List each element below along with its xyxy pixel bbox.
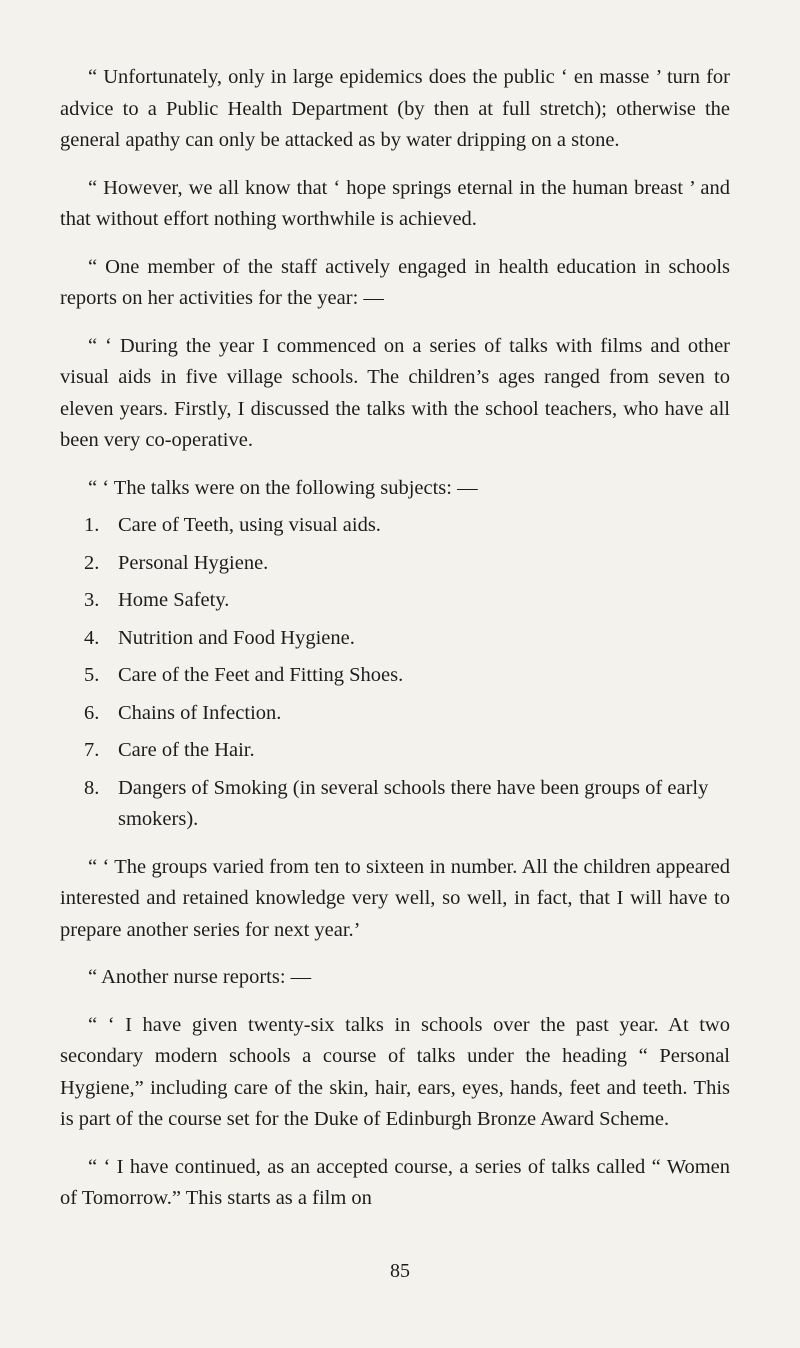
list-item: 8. Dangers of Smoking (in several schools there have been groups of early smokers). [84, 776, 709, 830]
paragraph-another-nurse: “ Another nurse reports: — [88, 966, 312, 988]
list-item: 6. Chains of Infection. [84, 701, 282, 724]
subjects-list [60, 510, 730, 836]
list-item: 3. Home Safety. [84, 589, 230, 611]
paragraph-staff-member: “ One member of the staff actively engaged in health education in schools reports on her activities for the year: — [60, 255, 730, 309]
list-item: 5. Care of the Feet and Fitting Shoes. [84, 664, 404, 686]
page-number: 85 [390, 1260, 410, 1282]
list-item: 7. Care of the Hair. [84, 739, 255, 761]
paragraph-during-year: “ ‘ During the year I commenced on a series of talks with films and other visual aids in five village schools. The children’s ages ranged from seven to eleven years. Firstly, I discussed the talks with the school teachers, who have all been very co-operative. [60, 334, 730, 451]
list-item: 4. Nutrition and Food Hygiene. [84, 626, 355, 649]
paragraph-twenty-six-talks: “ ‘ I have given twenty-six talks in schools over the past year. At two secondary modern schools a course of talks under the heading “ Personal Hygiene,” including care of the skin, hair, ears, eyes, hands, feet and teeth. This is part of the course set for the Duke of Edinburgh Bronze Award Scheme. [60, 1013, 730, 1130]
paragraph-epidemics: “ Unfortunately, only in large epidemics does the public ‘ en masse ’ turn for advice to a Public Health Department (by then at full stretch); otherwise the general apathy can only be attacked as by water dripping on a stone. [60, 66, 730, 151]
paragraph-groups: “ ‘ The groups varied from ten to sixteen in number. All the children appeared interested and retained knowledge very well, so well, in fact, that I will have to prepare another series for next year.’ [60, 855, 730, 941]
paragraph-women-of-tomorrow: “ ‘ I have continued, as an accepted course, a series of talks called “ Women of Tomorrow.” This starts as a film on [60, 1155, 730, 1209]
list-item: 1. Care of Teeth, using visual aids. [84, 514, 381, 536]
paragraph-subjects-intro: “ ‘ The talks were on the following subjects: — [88, 476, 478, 499]
list-item: 2. Personal Hygiene. [84, 551, 269, 574]
paragraph-hope: “ However, we all know that ‘ hope springs eternal in the human breast ’ and that without effort nothing worthwhile is achieved. [60, 176, 730, 230]
